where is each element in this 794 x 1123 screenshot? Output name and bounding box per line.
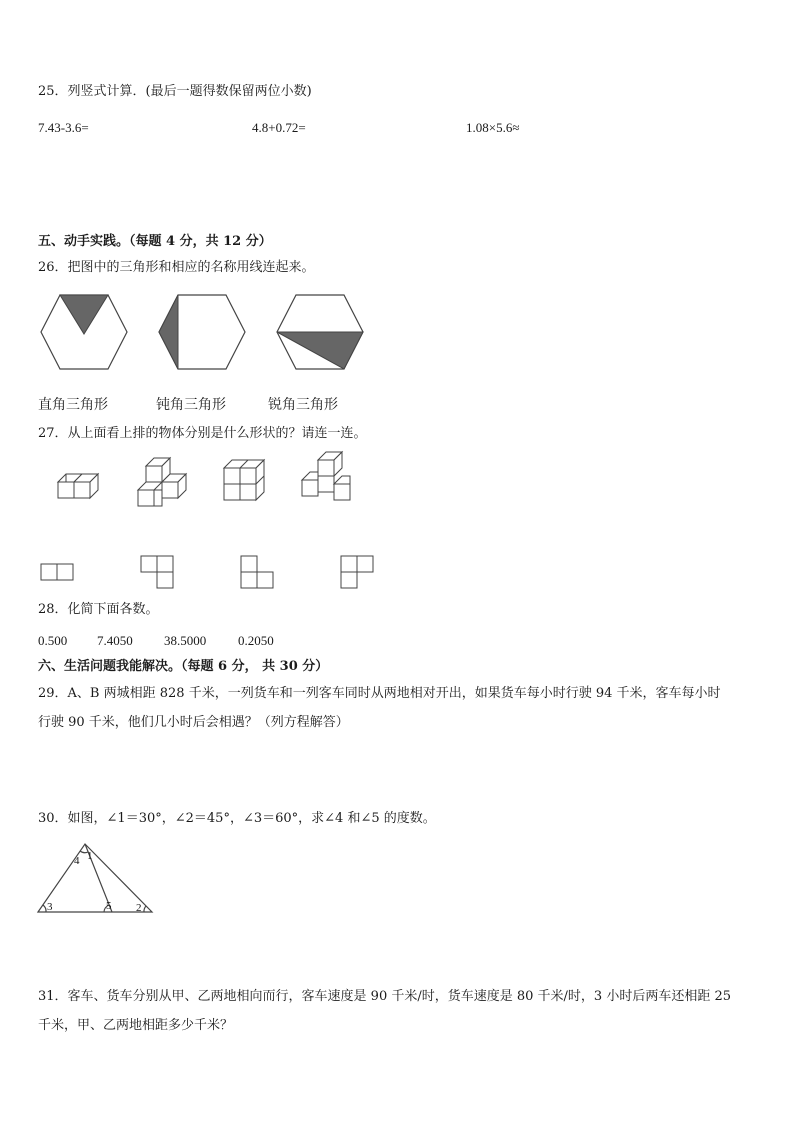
angle-label-5: 5: [106, 900, 112, 912]
top-view-4: [340, 555, 376, 591]
section-6-heading: 六、生活问题我能解决。（每题 6 分， 共 30 分）: [38, 659, 329, 674]
angle-label-2: 2: [136, 902, 142, 914]
q30-title: 30．如图，∠1＝30°，∠2＝45°，∠3＝60°，求∠4 和∠5 的度数。: [38, 811, 436, 826]
q31-line-2: 千米，甲、乙两地相距多少千米？: [38, 1018, 234, 1033]
triangle-angle-figure: [34, 840, 158, 918]
label-obtuse-triangle: 钝角三角形: [156, 397, 226, 413]
top-view-1: [40, 563, 76, 581]
angle-label-1: 1: [87, 850, 93, 862]
q25-expr-2: 4.8+0.72=: [252, 120, 306, 135]
cube-object-2: [134, 456, 188, 508]
angle-label-3: 3: [47, 901, 53, 913]
q28-title: 28．化简下面各数。: [38, 602, 159, 617]
label-right-triangle: 直角三角形: [38, 397, 108, 413]
cube-object-4: [298, 450, 354, 506]
q29-line-2: 行驶 90 千米，他们几小时后会相遇？（列方程解答）: [38, 715, 349, 730]
hexagon-figure-2: [154, 292, 250, 372]
q29-line-1: 29．A、B 两城相距 828 千米，一列货车和一列客车同时从两地相对开出，如果货车每小时行驶 94 千米，客车每小时: [38, 686, 721, 701]
cube-object-1: [52, 466, 106, 506]
q31-line-1: 31．客车、货车分别从甲、乙两地相向而行，客车速度是 90 千米/时，货车速度是 80 千米/时，3 小时后两车还相距 25: [38, 989, 731, 1004]
cube-object-3: [220, 456, 272, 506]
top-view-2: [140, 555, 176, 591]
label-acute-triangle: 锐角三角形: [268, 397, 338, 413]
section-5-heading: 五、动手实践。（每题 4 分，共 12 分）: [38, 234, 272, 249]
hexagon-figure-1: [36, 292, 132, 372]
hexagon-figure-3: [272, 292, 368, 372]
q28-number-4: 0.2050: [238, 633, 274, 648]
q27-title: 27．从上面看上排的物体分别是什么形状的？请连一连。: [38, 426, 367, 441]
q28-number-3: 38.5000: [164, 633, 207, 648]
q28-number-1: 0.500: [38, 633, 68, 648]
angle-label-4: 4: [74, 855, 80, 867]
q25-title: 25．列竖式计算．(最后一题得数保留两位小数): [38, 84, 312, 99]
top-view-3: [240, 555, 276, 591]
q25-expr-1: 7.43-3.6=: [38, 120, 89, 135]
q28-number-2: 7.4050: [97, 633, 133, 648]
q25-expr-3: 1.08×5.6≈: [466, 120, 520, 135]
q26-title: 26．把图中的三角形和相应的名称用线连起来。: [38, 260, 315, 275]
